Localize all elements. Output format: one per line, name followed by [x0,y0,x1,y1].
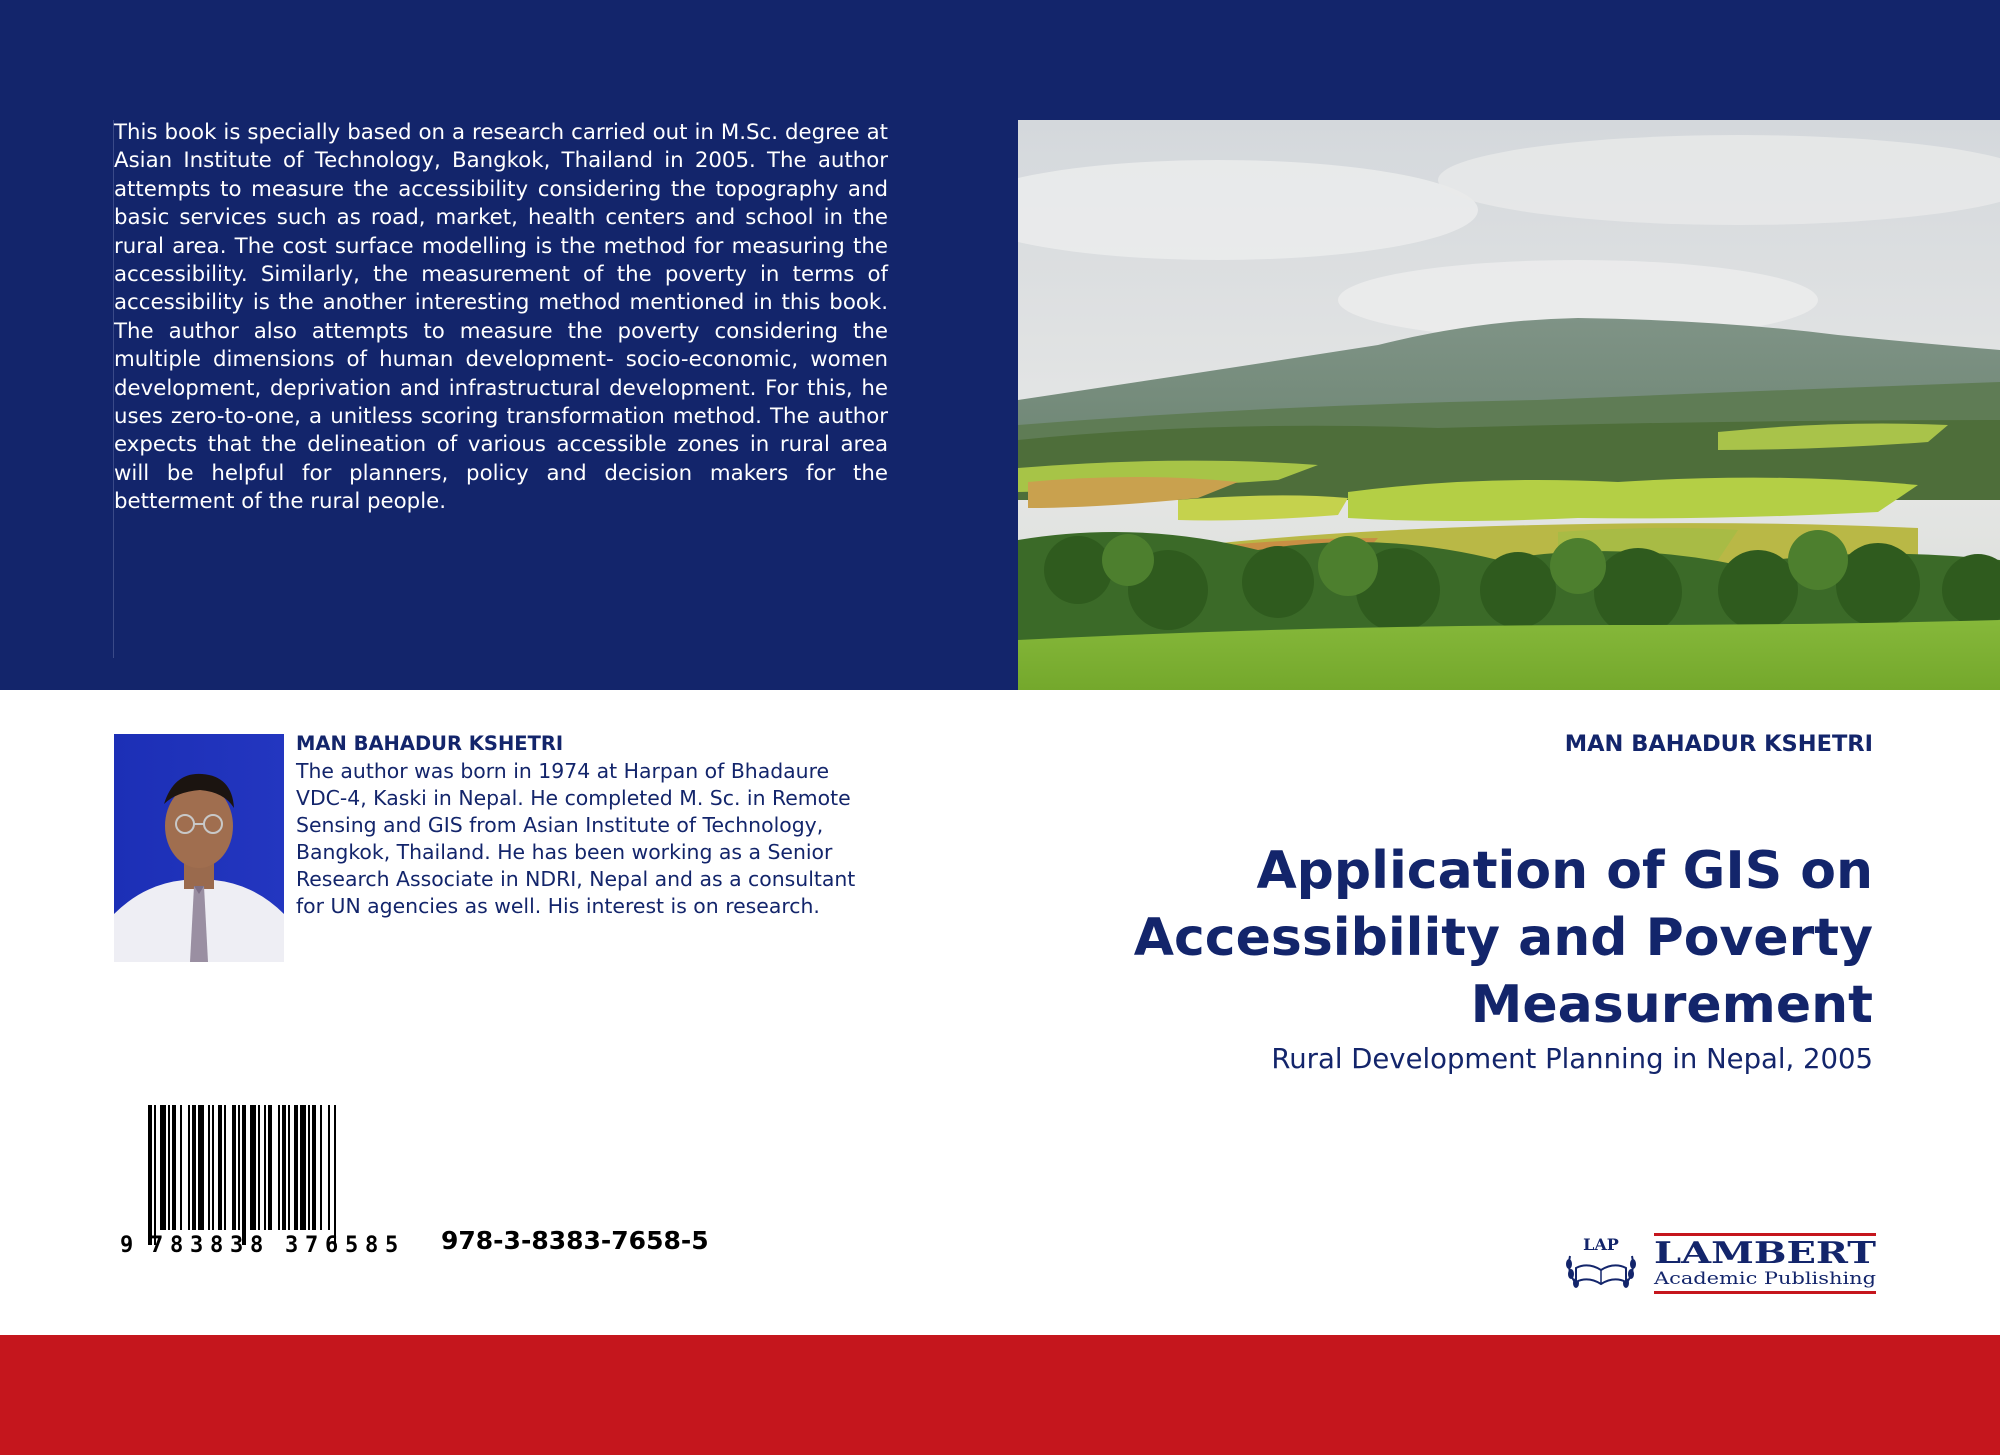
book-title [1113,838,1873,1039]
barcode-digit: 8 [250,1233,264,1255]
barcode-digit: 5 [385,1233,399,1255]
barcode-bar [168,1105,170,1230]
isbn-barcode [120,1105,420,1255]
barcode-bar [172,1105,176,1230]
barcode-bar [212,1105,214,1230]
barcode-bar [258,1105,260,1230]
barcode-digit: 7 [305,1233,319,1255]
barcode-digit: 3 [190,1233,204,1255]
barcode-bar [208,1105,210,1230]
barcode-bar [250,1105,256,1230]
book-subtitle: Rural Development Planning in Nepal, 2005 [1271,1043,1873,1075]
publisher-tagline: Academic Publishing [1652,1269,1877,1289]
title-line: Application of GIS on [1256,841,1873,901]
publisher-logo [1562,1228,1880,1298]
title-line: Accessibility and Poverty [1133,908,1873,968]
barcode-digit: 9 [120,1233,134,1255]
barcode-bar [312,1105,316,1230]
title-line: Measurement [1470,975,1873,1035]
barcode-bar [294,1105,298,1230]
barcode-bar [238,1105,240,1230]
barcode-digit: 8 [170,1233,184,1255]
barcode-bar [308,1105,310,1230]
barcode-bar [328,1105,330,1230]
cover-author-name: MAN BAHADUR KSHETRI [1564,731,1873,757]
barcode-digit: 6 [325,1233,339,1255]
landscape-photo [1018,120,2000,690]
barcode-bar [264,1105,266,1230]
barcode-bar [148,1105,152,1245]
bio-author-name: MAN BAHADUR KSHETRI [296,732,564,755]
barcode-bar [282,1105,286,1230]
barcode-bar [268,1105,272,1230]
barcode-bar [320,1105,322,1230]
logo-rule-bottom [1654,1291,1876,1294]
publisher-mark: LAP [1583,1235,1619,1254]
barcode-digit: 5 [345,1233,359,1255]
barcode-digit: 8 [210,1233,224,1255]
barcode-digit: 3 [230,1233,244,1255]
barcode-bar [198,1105,204,1230]
isbn-number: 978-3-8383-7658-5 [441,1226,709,1255]
publisher-name: LAMBERT [1654,1236,1877,1271]
barcode-bar [180,1105,182,1230]
barcode-digit: 7 [150,1233,164,1255]
barcode-bar [288,1105,290,1230]
author-bio: The author was born in 1974 at Harpan of Bhadaure VDC-4, Kaski in Nepal. He completed M. Sc. in Remote Sensing and GIS from Asian Institute of Technology, Bangkok, Thailand. He has been working as a Senior Research Associate in NDRI, Nepal and as a consultant for UN agencies as well. His interest is on research. [296,759,856,919]
barcode-bar [278,1105,280,1230]
barcode-bar [224,1105,226,1230]
book-blurb: This book is specially based on a research carried out in M.Sc. degree at Asian Institute of Technology, Bangkok, Thailand in 2005. The author attempts to measure the accessibility considering the topography and basic services such as road, market, health centers and school in the rural area. The cost surface modelling is the method for measuring the accessibility. Similarly, the measurement of the poverty in terms of accessibility is the another interesting method mentioned in this book. The author also attempts to measure the poverty considering the multiple dimensions of human development- socio-economic, women development, deprivation and infrastructural development. For this, he uses zero-to-one, a unitless scoring transformation method. The author expects that the delineation of various accessible zones in rural area will be helpful for planners, policy and decision makers for the betterment of the rural people. [114,120,888,515]
barcode-bar [334,1105,336,1245]
barcode-bar [232,1105,236,1230]
barcode-bar [218,1105,222,1230]
barcode-digit: 3 [285,1233,299,1255]
author-photo [114,734,284,962]
barcode-bar [192,1105,196,1230]
barcode-bar [300,1105,306,1230]
barcode-bar [154,1105,156,1245]
barcode-bar [242,1105,246,1245]
barcode-digit: 8 [365,1233,379,1255]
barcode-bar [188,1105,190,1230]
bottom-red-band [0,1335,2000,1455]
barcode-bar [160,1105,166,1230]
open-book-laurel-logo-icon [1566,1235,1636,1288]
